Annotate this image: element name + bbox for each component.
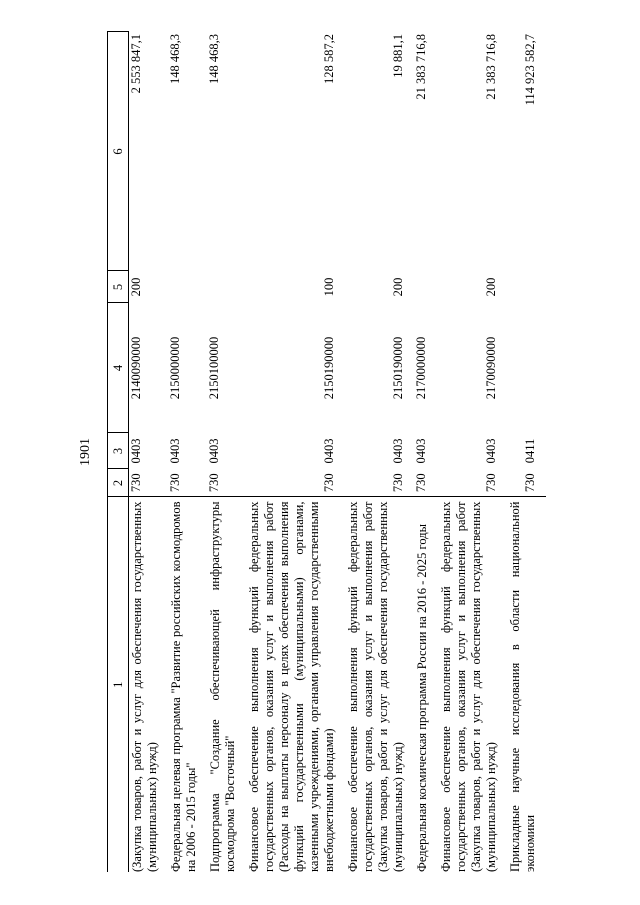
row-ministry: 730 [523, 473, 537, 493]
header-col-1: 1 [108, 497, 129, 872]
budget-table [107, 32, 546, 873]
table-row [207, 32, 246, 872]
row-section: 0403 [414, 438, 428, 464]
row-amount: 114 923 582,7 [523, 34, 537, 106]
page-number: 1901 [78, 438, 93, 466]
row-ministry: 730 [207, 473, 221, 493]
row-amount: 21 383 716,8 [414, 34, 428, 100]
row-amount: 2 553 847,1 [129, 34, 143, 94]
row-ministry: 730 [322, 473, 336, 493]
row-name: Финансовое обеспечение выполнения функций федеральных государственных органов, оказания услуг и выполнения работ (Закупка товаров, работ и услуг для обеспечения государственных (муниципальных) нужд) [345, 497, 414, 872]
row-section: 0403 [129, 438, 143, 464]
row-ministry: 730 [129, 473, 143, 493]
row-name: Финансовое обеспечение выполнения функций федеральных государственных органов, оказания услуг и выполнения работ (Закупка товаров, работ и услуг для обеспечения государственных (муниципальных) нужд) [438, 497, 507, 872]
row-ministry: 730 [484, 473, 498, 493]
row-name: Прикладные научные исследования в области национальной экономики [507, 497, 546, 872]
row-amount: 19 881,1 [391, 34, 405, 78]
row-expense-type: 200 [484, 277, 498, 297]
header-col-2: 2 [108, 469, 129, 497]
row-ministry: 730 [391, 473, 405, 493]
row-ministry: 730 [414, 473, 428, 493]
row-expense-type [507, 271, 546, 303]
row-target [507, 303, 546, 433]
row-ministry: 730 [168, 473, 182, 493]
rotated-page [75, 32, 640, 872]
row-amount: 21 383 716,8 [484, 34, 498, 100]
row-expense-type: 200 [391, 277, 405, 297]
row-target: 2150190000 [322, 336, 336, 400]
row-expense-type [168, 271, 207, 303]
row-section: 0403 [207, 438, 221, 464]
row-section: 0403 [322, 438, 336, 464]
row-amount: 148 468,3 [207, 34, 221, 84]
row-section: 0403 [391, 438, 405, 464]
row-section: 0411 [523, 438, 537, 464]
header-col-5: 5 [108, 271, 129, 303]
row-expense-type: 200 [129, 277, 143, 297]
header-col-4: 4 [108, 303, 129, 433]
row-amount: 128 587,2 [322, 34, 336, 84]
row-target: 2140090000 [129, 336, 143, 400]
table-row [438, 32, 507, 872]
row-section: 0403 [168, 438, 182, 464]
row-target: 2150100000 [207, 336, 221, 400]
row-target: 2150190000 [391, 336, 405, 400]
row-name: (Закупка товаров, работ и услуг для обеспечения государственных (муниципальных) нужд) [129, 497, 169, 872]
row-target: 2150000000 [168, 336, 182, 400]
row-expense-type [207, 271, 246, 303]
row-expense-type [414, 271, 438, 303]
row-target: 2170000000 [414, 336, 428, 400]
row-name: Финансовое обеспечение выполнения функций федеральных государственных органов, оказания услуг и выполнения работ (Расходы на выплаты персоналу в целях обеспечения выполнения функций государственными (муниципальными) органами, казенными учреждениями, органами управления государственными внебюджетными фондами) [246, 497, 345, 872]
table-row [246, 32, 345, 872]
row-name: Федеральная космическая программа России на 2016 - 2025 годы [414, 497, 438, 872]
table-row [507, 32, 546, 872]
row-section: 0403 [484, 438, 498, 464]
header-col-3: 3 [108, 433, 129, 469]
row-target: 2170090000 [484, 336, 498, 400]
header-col-6: 6 [108, 32, 129, 271]
row-expense-type: 100 [322, 277, 336, 297]
table-row [414, 32, 438, 872]
row-name: Подпрограмма "Создание обеспечивающей инфраструктуры космодрома "Восточный" [207, 497, 246, 872]
row-amount: 148 468,3 [168, 34, 182, 84]
table-row [129, 32, 169, 872]
table-row [168, 32, 207, 872]
row-name: Федеральная целевая программа "Развитие российских космодромов на 2006 - 2015 годы" [168, 497, 207, 872]
table-header-row [108, 32, 129, 872]
table-row [345, 32, 414, 872]
